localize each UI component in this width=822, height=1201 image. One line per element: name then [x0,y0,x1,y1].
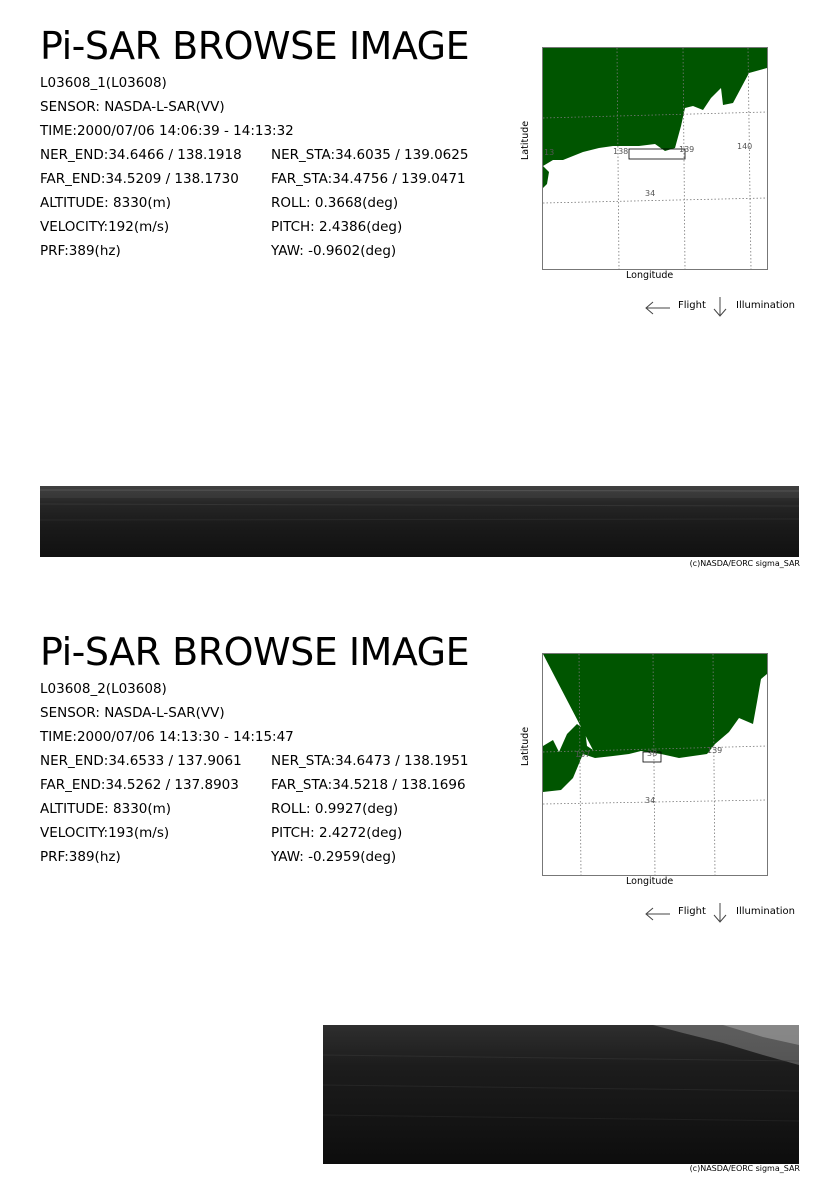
map-lon-left-label: 13 [544,148,555,157]
flight-label: Flight [678,300,706,311]
browse-panel-1 [0,0,822,595]
time-text: TIME:2000/07/06 14:06:39 - 14:13:32 [40,123,294,139]
illumination-arrow-icon [712,296,728,318]
velocity-text: VELOCITY:192(m/s) [40,219,170,235]
scene-id: L03608_1(L03608) [40,75,167,91]
far-end-text: FAR_END:34.5209 / 138.1730 [40,171,239,187]
land-shape [543,48,767,166]
map-lon-140-label: 140 [737,142,753,151]
velocity-text: VELOCITY:193(m/s) [40,825,170,841]
far-end-text: FAR_END:34.5262 / 137.8903 [40,777,239,793]
sar-image-strip [40,486,799,557]
roll-text: ROLL: 0.3668(deg) [271,195,399,211]
illumination-arrow-icon [712,902,728,924]
altitude-text: ALTITUDE: 8330(m) [40,195,172,211]
latitude-axis-label: Latitude [520,726,531,766]
map-lat-34-label: 34 [645,796,656,805]
illumination-label: Illumination [736,906,795,917]
prf-text: PRF:389(hz) [40,243,121,259]
roll-text: ROLL: 0.9927(deg) [271,801,399,817]
flight-arrow-icon [644,298,674,318]
copyright-text: (c)NASDA/EORC sigma_SAR [689,1164,800,1173]
far-sta-text: FAR_STA:34.5218 / 138.1696 [271,777,466,793]
scene-footprint [629,149,685,159]
time-text: TIME:2000/07/06 14:13:30 - 14:15:47 [40,729,294,745]
illumination-label: Illumination [736,300,795,311]
sar-speckle-texture [323,1025,799,1164]
browse-panel-2 [0,606,822,1201]
page-title: Pi-SAR BROWSE IMAGE [40,24,470,68]
land-shape [543,654,767,792]
scene-id: L03608_2(L03608) [40,681,167,697]
yaw-text: YAW: -0.2959(deg) [271,849,397,865]
map-lon-138-label: 138 [613,147,629,156]
copyright-text: (c)NASDA/EORC sigma_SAR [689,559,800,568]
flight-arrow-icon [644,904,674,924]
far-sta-text: FAR_STA:34.4756 / 139.0471 [271,171,466,187]
yaw-text: YAW: -0.9602(deg) [271,243,397,259]
flight-label: Flight [678,906,706,917]
pitch-text: PITCH: 2.4386(deg) [271,219,403,235]
page-title: Pi-SAR BROWSE IMAGE [40,630,470,674]
map-lon-139-label: 139 [679,145,695,154]
pitch-text: PITCH: 2.4272(deg) [271,825,403,841]
map-lon-139-label: 139 [707,746,723,755]
ner-sta-text: NER_STA:34.6035 / 139.0625 [271,147,469,163]
ner-end-text: NER_END:34.6466 / 138.1918 [40,147,242,163]
sensor-text: SENSOR: NASDA-L-SAR(VV) [40,705,225,721]
prf-text: PRF:389(hz) [40,849,121,865]
sar-image-strip [323,1025,799,1164]
sensor-text: SENSOR: NASDA-L-SAR(VV) [40,99,225,115]
map-lat-34-label: 34 [645,189,656,198]
location-map [542,653,768,876]
ner-end-text: NER_END:34.6533 / 137.9061 [40,753,242,769]
map-lon-137-label: 137 [575,750,591,759]
island-shape [543,166,549,188]
longitude-axis-label: Longitude [626,270,674,281]
map-lon-138-label: 38 [647,749,658,758]
longitude-axis-label: Longitude [626,876,674,887]
altitude-text: ALTITUDE: 8330(m) [40,801,172,817]
location-map [542,47,768,270]
latitude-axis-label: Latitude [520,120,531,160]
sar-speckle-texture [40,486,799,557]
ner-sta-text: NER_STA:34.6473 / 138.1951 [271,753,469,769]
